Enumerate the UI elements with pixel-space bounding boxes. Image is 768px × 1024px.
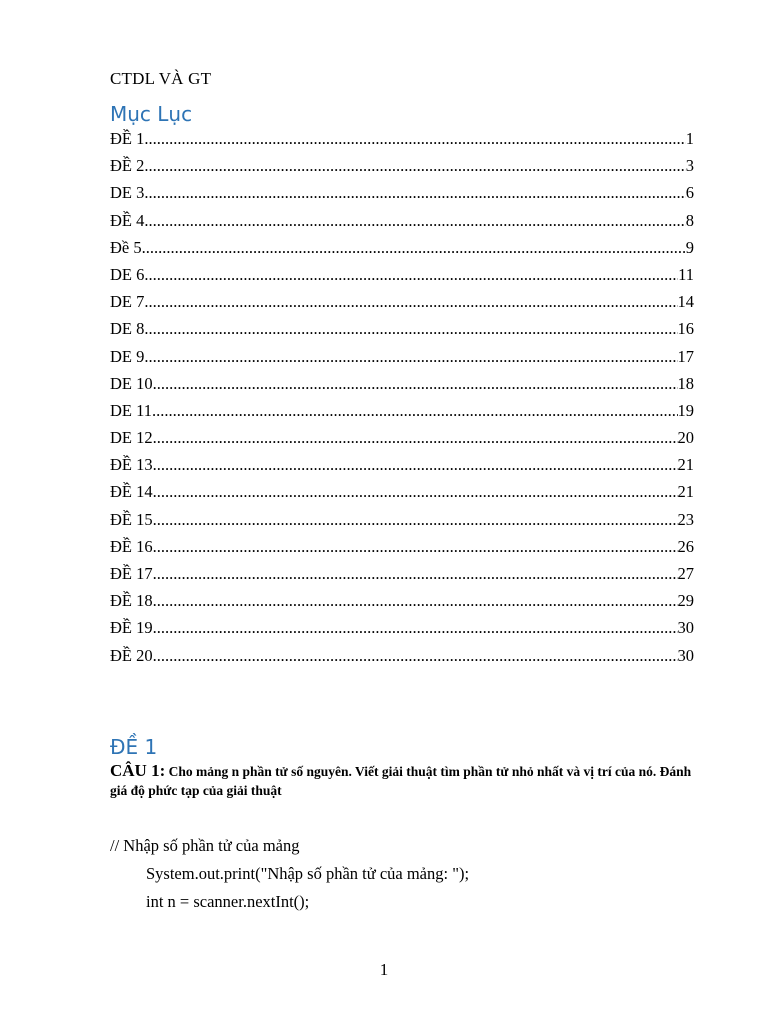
- toc-entry-label: ĐỀ 18: [110, 591, 153, 611]
- toc-leader-dots: [153, 645, 678, 667]
- toc-entry[interactable]: [110, 210, 694, 237]
- toc-entry-label: ĐỀ 2: [110, 156, 145, 176]
- toc-entry-page: 30: [677, 645, 694, 665]
- toc-entry-page: 19: [677, 400, 694, 420]
- toc-entry-label: DE 3: [110, 183, 145, 203]
- toc-leader-dots: [153, 454, 678, 476]
- toc-entry-page: 8: [685, 210, 694, 230]
- toc-entry-label: ĐỀ 15: [110, 509, 153, 529]
- toc-entry-label: ĐỀ 13: [110, 455, 153, 475]
- toc-entry-page: 27: [677, 564, 694, 583]
- question-label: CÂU 1:: [110, 761, 166, 780]
- toc-leader-dots: [152, 400, 677, 422]
- toc-entry-page: 21: [677, 482, 694, 502]
- toc-leader-dots: [153, 563, 678, 585]
- toc-entry-page: 30: [677, 618, 694, 638]
- toc-entry[interactable]: [110, 481, 694, 508]
- toc-leader-dots: [144, 128, 685, 150]
- toc-entry-page: 16: [677, 319, 694, 339]
- toc-leader-dots: [153, 590, 678, 612]
- toc-entry[interactable]: [110, 291, 694, 318]
- document-header: CTDL VÀ GT: [110, 69, 212, 88]
- toc-leader-dots: [144, 264, 678, 286]
- toc-entry-label: ĐỀ 17: [110, 564, 153, 583]
- toc-leader-dots: [144, 346, 677, 368]
- toc-entry-page: 11: [678, 264, 694, 284]
- toc-entry-label: ĐỀ 1: [110, 129, 145, 148]
- toc-entry-page: 1: [685, 129, 694, 148]
- toc-entry[interactable]: [110, 509, 694, 536]
- toc-entry-label: ĐỀ 20: [110, 645, 153, 665]
- toc-entry-page: 18: [677, 373, 694, 393]
- table-of-contents: [110, 128, 694, 672]
- toc-entry-label: ĐỀ 16: [110, 536, 153, 556]
- toc-entry-label: ĐỀ 14: [110, 482, 153, 502]
- toc-leader-dots: [144, 318, 677, 340]
- toc-entry[interactable]: [110, 155, 694, 182]
- toc-entry[interactable]: [110, 617, 694, 644]
- toc-entry[interactable]: [110, 400, 694, 427]
- toc-leader-dots: [153, 481, 678, 503]
- code-comment: // Nhập số phần tử của mảng: [110, 836, 300, 855]
- toc-entry-page: 21: [677, 455, 694, 475]
- toc-entry[interactable]: [110, 645, 694, 672]
- section-heading: ĐỀ 1: [110, 735, 158, 759]
- toc-leader-dots: [144, 210, 685, 232]
- toc-entry[interactable]: [110, 237, 694, 264]
- toc-entry-page: 6: [685, 183, 694, 203]
- question: [110, 761, 710, 800]
- toc-entry-label: Đề 5: [110, 237, 142, 257]
- toc-entry-page: 26: [677, 536, 694, 556]
- toc-entry-page: 9: [685, 237, 694, 257]
- toc-entry-page: 3: [685, 156, 694, 176]
- toc-entry[interactable]: [110, 454, 694, 481]
- toc-leader-dots: [153, 536, 678, 558]
- toc-leader-dots: [144, 155, 685, 177]
- toc-entry-page: 29: [677, 591, 694, 611]
- toc-leader-dots: [153, 509, 678, 531]
- toc-entry-label: DE 9: [110, 346, 145, 366]
- toc-leader-dots: [144, 291, 677, 313]
- toc-entry-page: 20: [677, 428, 694, 448]
- code-line: int n = scanner.nextInt();: [146, 892, 310, 911]
- toc-entry-label: ĐỀ 4: [110, 210, 145, 230]
- toc-leader-dots: [153, 617, 678, 639]
- toc-entry[interactable]: [110, 563, 694, 590]
- toc-entry-page: 14: [677, 292, 694, 312]
- toc-entry-page: 23: [677, 509, 694, 529]
- toc-entry-label: DE 10: [110, 373, 153, 393]
- toc-leader-dots: [153, 373, 678, 395]
- toc-entry[interactable]: [110, 373, 694, 400]
- toc-entry[interactable]: [110, 264, 694, 291]
- toc-title: Mục Lục: [110, 102, 193, 126]
- toc-entry-label: DE 8: [110, 319, 145, 339]
- toc-entry[interactable]: [110, 536, 694, 563]
- page-number: 1: [379, 960, 389, 979]
- toc-entry-label: DE 12: [110, 428, 153, 448]
- toc-leader-dots: [142, 237, 686, 259]
- toc-entry[interactable]: [110, 427, 694, 454]
- question-text: Cho mảng n phần tử số nguyên. Viết giải thuật tìm phần tử nhỏ nhất và vị trí của nó. Đánh giá độ phức tạp của giải thuật: [110, 764, 692, 798]
- toc-entry-label: ĐỀ 19: [110, 618, 153, 638]
- toc-entry[interactable]: [110, 590, 694, 617]
- toc-entry-label: DE 11: [110, 400, 153, 420]
- toc-leader-dots: [153, 427, 678, 449]
- toc-entry[interactable]: [110, 318, 694, 345]
- code-line: System.out.print("Nhập số phần tử của mảng: ");: [146, 864, 470, 883]
- toc-entry-label: DE 6: [110, 264, 145, 284]
- toc-entry[interactable]: [110, 182, 694, 209]
- toc-entry[interactable]: [110, 346, 694, 373]
- toc-leader-dots: [144, 182, 685, 204]
- toc-entry-label: DE 7: [110, 292, 145, 312]
- toc-entry-page: 17: [677, 346, 694, 366]
- toc-entry[interactable]: [110, 128, 694, 155]
